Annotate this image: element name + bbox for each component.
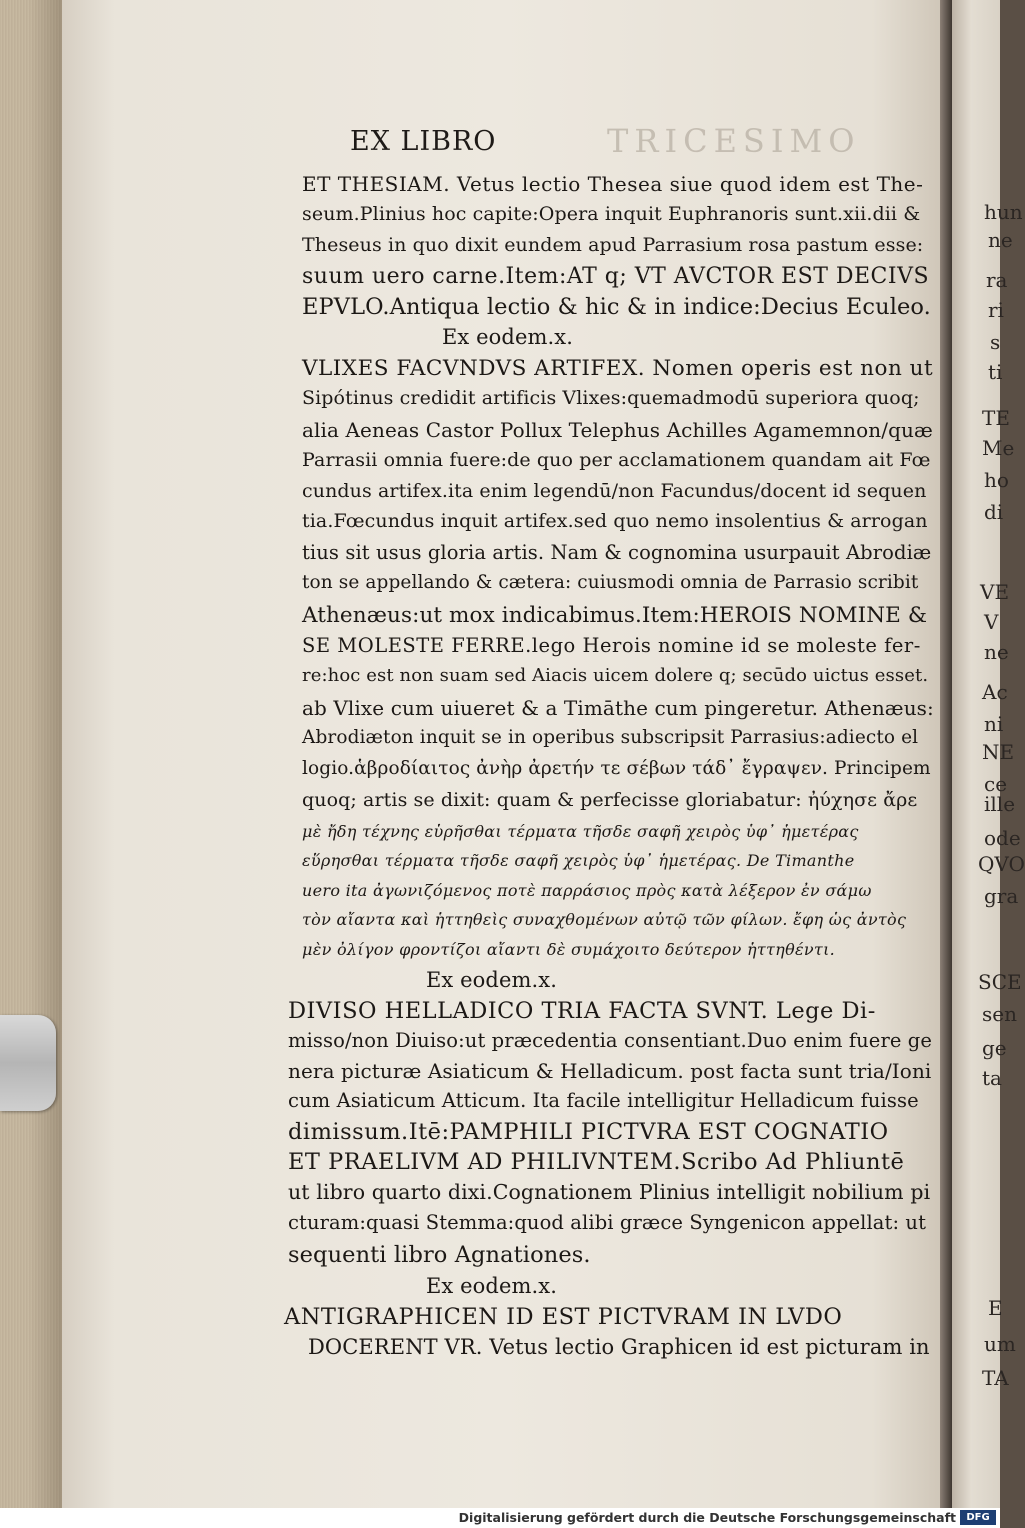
text-line: suum uero carne.Item:AT q; VT AVCTOR EST DECIVS [302,264,930,289]
text-line: nera picturæ Asiaticum & Helladicum. post facta sunt tria/Ioni [288,1059,932,1083]
text-line: VLIXES FACVNDVS ARTIFEX. Nomen operis est non ut [302,356,934,381]
margin-fragment: V [984,610,999,634]
margin-fragment: E [988,1296,1003,1320]
text-line: SE MOLESTE FERRE.lego Herois nomine id se moleste fer- [302,634,921,657]
margin-fragment: ti [988,360,1003,384]
left-page [62,0,942,1508]
margin-fragment: VE [980,580,1010,604]
margin-fragment: ode [984,826,1021,850]
margin-fragment: s [990,330,1001,354]
text-line: re:hoc est non suam sed Aiacis uicem dolere q; secūdo uictus esset. [302,665,929,686]
text-line: cundus artifex.ita enim legendū/non Facundus/docent id sequen [302,480,927,502]
text-line: dimissum.Itē:PAMPHILI PICTVRA EST COGNATIO [288,1119,889,1145]
book-gutter [940,0,952,1508]
digitization-footer [0,1508,1000,1528]
text-line: Sipótinus credidit artificis Vlixes:quemadmodū superiora quoq; [302,387,920,409]
margin-fragment: SCE [978,970,1022,994]
text-line: Abrodiæton inquit se in operibus subscripsit Parrasius:adiecto el [302,727,919,748]
margin-fragment: ille [984,792,1016,816]
margin-fragment: TA [982,1366,1009,1390]
text-line: ab Vlixe cum uiueret & a Timāthe cum pingeretur. Athenæus: [302,696,934,720]
margin-fragment: gra [984,884,1019,908]
margin-fragment: ne [984,640,1009,664]
text-line: tius sit usus gloria artis. Nam & cognomina usurpauit Abrodiæ [302,541,932,564]
text-line: ET THESIAM. Vetus lectio Thesea siue quod idem est The- [302,172,924,196]
page-edges [0,0,62,1508]
text-line: Athenæus:ut mox indicabimus.Item:HEROIS NOMINE & [302,603,928,628]
text-line: quoq; artis se dixit: quam & perfecisse gloriabatur: ἠύχησε ἄρε [302,789,918,811]
margin-fragment: ce [984,772,1008,796]
margin-fragment: di [984,500,1004,524]
text-line: Parrasii omnia fuere:de quo per acclamationem quandam ait Fœ [302,449,931,471]
section-heading: Ex eodem.x. [426,1274,557,1298]
text-line: alia Aeneas Castor Pollux Telephus Achilles Agamemnon/quæ [302,418,933,442]
margin-fragment: Ac [982,680,1008,704]
bleed-through-heading: TRICESIMO [607,122,861,160]
text-line: DOCERENT VR. Vetus lectio Graphicen id est picturam in [308,1335,930,1359]
text-line: seum.Plinius hoc capite:Opera inquit Euphranoris sunt.xii.dii & [302,203,921,225]
section-heading: Ex eodem.x. [442,325,573,349]
margin-fragment: hun [984,200,1023,224]
text-line: ET PRAELIVM AD PHILIVNTEM.Scribo Ad Phliuntē [288,1149,905,1175]
margin-fragment: ra [986,268,1008,292]
margin-fragment: Me [982,436,1015,460]
text-line: cturam:quasi Stemma:quod alibi græce Syngenicon appellat: ut [288,1211,927,1234]
greek-line: μὲν ὀλίγον φροντίζοι αἴαντι δὲ συμάχοιτο δεύτερον ἡττηθέντι. [302,940,836,959]
margin-fragment: TE [982,406,1010,430]
right-page-edge [952,0,1025,1508]
text-line: logio.ἁβροδίαιτος ἀνὴρ ἀρετήν τε σέβων τάδ᾽ ἔγραψεν. Principem [302,758,931,779]
text-line: tia.Fœcundus inquit artifex.sed quo nemo insolentius & arrogan [302,510,928,532]
margin-fragment: ni [984,712,1004,736]
text-block [62,0,942,1508]
margin-fragment: QVO [978,852,1025,876]
greek-line: μὲ ἤδη τέχνης εὑρῆσθαι τέρματα τῆσδε σαφῆ χειρὸς ὑφ᾽ ἡμετέρας [302,822,859,841]
margin-fragment: ho [984,468,1009,492]
text-line: ut libro quarto dixi.Cognationem Plinius intelligit nobilium pi [288,1180,931,1204]
greek-line: εὕρησθαι τέρματα τῆσδε σαφῆ χειρὸς ὑφ᾽ ἡμετέρας. De Timanthe [302,851,855,870]
text-line: ton se appellando & cætera: cuiusmodi omnia de Parrasio scribit [302,572,919,593]
running-head: EX LIBRO [350,126,497,157]
margin-fragment: sen [982,1002,1017,1026]
text-line: cum Asiaticum Atticum. Ita facile intelligitur Helladicum fuisse [288,1089,919,1112]
margin-fragment: um [984,1332,1016,1356]
text-line: DIVISO HELLADICO TRIA FACTA SVNT. Lege Di- [288,998,876,1024]
page-clip [0,1015,56,1111]
margin-fragment: NE [982,740,1015,764]
funding-credit: Digitalisierung gefördert durch die Deutsche Forschungsgemeinschaft [458,1510,956,1525]
text-line: sequenti libro Agnationes. [288,1242,591,1268]
text-line: ANTIGRAPHICEN ID EST PICTVRAM IN LVDO [284,1304,843,1330]
margin-fragment: ge [982,1036,1007,1060]
greek-line: τὸν αἴαντα καὶ ἡττηθεὶς συναχθομένων αὐτῷ τῶν φίλων. ἔφη ὡς ἀντὸς [302,910,907,929]
greek-line: uero ita ἀγωνιζόμενος ποτὲ παρράσιος πρὸς κατὰ λέξερον ἐν σάμω [302,881,872,900]
margin-fragment: ri [988,298,1004,322]
text-line: misso/non Diuiso:ut præcedentia consentiant.Duo enim fuere ge [288,1029,933,1052]
dfg-logo: DFG [960,1510,996,1525]
text-line: EPVLO.Antiqua lectio & hic & in indice:Decius Eculeo. [302,294,931,320]
text-line: Theseus in quo dixit eundem apud Parrasium rosa pastum esse: [302,234,924,256]
section-heading: Ex eodem.x. [426,968,557,992]
margin-fragment: ta [982,1066,1002,1090]
margin-fragment: ne [988,228,1013,252]
